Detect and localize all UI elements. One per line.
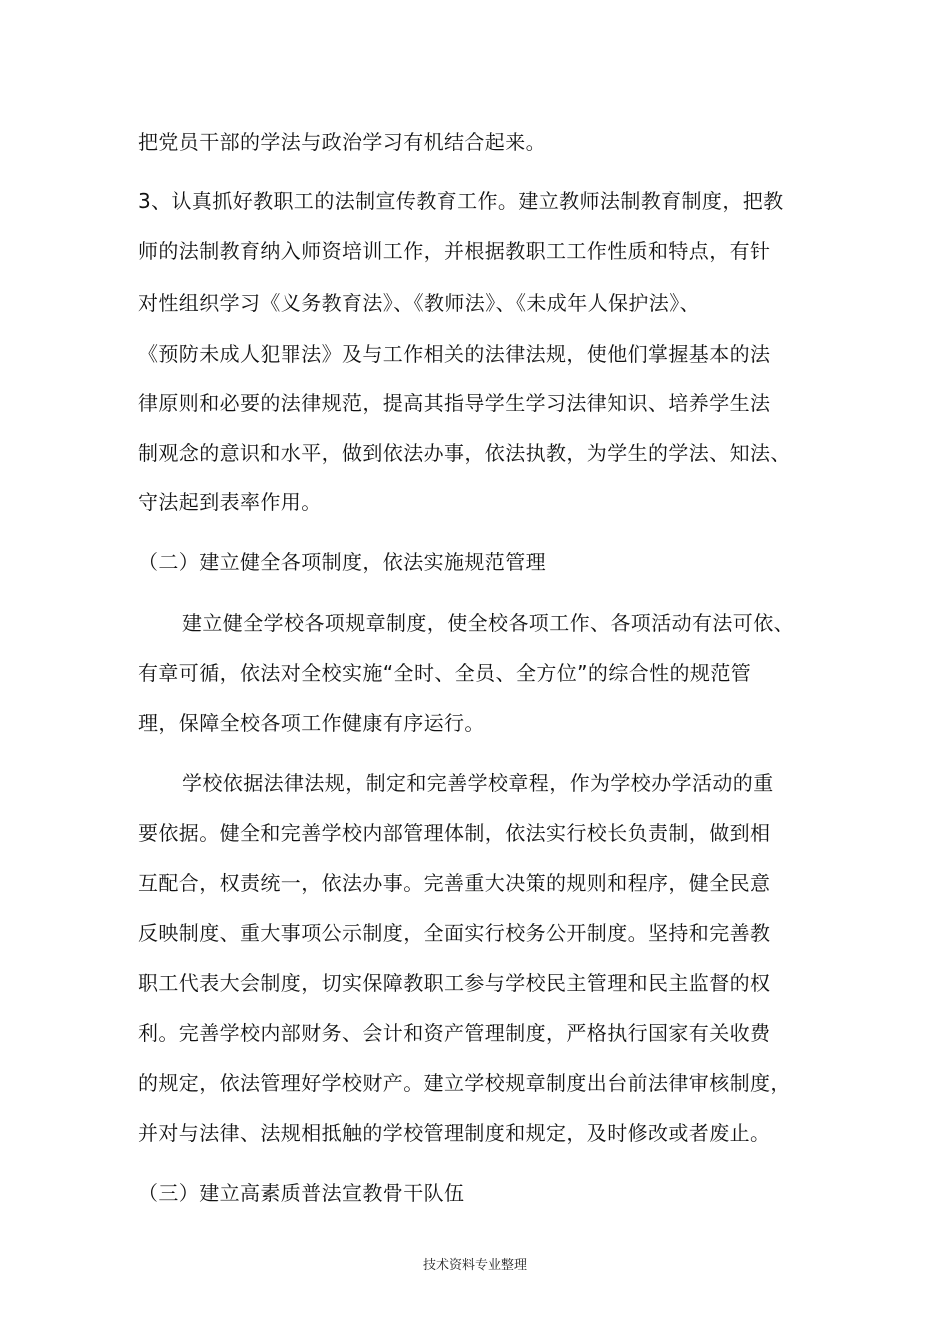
paragraph-line: 守法起到表率作用。 [138,490,322,514]
paragraph-line: 职工代表大会制度，切实保障教职工参与学校民主管理和民主监督的权 [138,971,771,995]
paragraph-line: 要依据。健全和完善学校内部管理体制，依法实行校长负责制，做到相 [138,821,771,845]
section-heading: （三）建立高素质普法宣教骨干队伍 [138,1181,465,1205]
paragraph-line: 对性组织学习《义务教育法》、《教师法》、《未成年人保护法》、 [138,291,700,315]
paragraph-line: 师的法制教育纳入师资培训工作，并根据教职工工作性质和特点，有针 [138,239,771,263]
paragraph-line: 理，保障全校各项工作健康有序运行。 [138,711,485,735]
paragraph-line: 反映制度、重大事项公示制度，全面实行校务公开制度。坚持和完善教 [138,921,771,945]
paragraph-line: 的规定，依法管理好学校财产。建立学校规章制度出台前法律审核制度， [138,1071,791,1095]
paragraph-line: 并对与法律、法规相抵触的学校管理制度和规定，及时修改或者废止。 [138,1121,771,1145]
paragraph-line: 互配合，权责统一，依法办事。完善重大决策的规则和程序，健全民意 [138,871,771,895]
paragraph-line: 把党员干部的学法与政治学习有机结合起来。 [138,130,546,154]
paragraph-line: 《预防未成人犯罪法》及与工作相关的法律法规，使他们掌握基本的法 [138,342,771,366]
paragraph-line: 利。完善学校内部财务、会计和资产管理制度，严格执行国家有关收费 [138,1021,771,1045]
paragraph-line: 学校依据法律法规，制定和完善学校章程，作为学校办学活动的重 [182,771,774,795]
paragraph-line: 有章可循，依法对全校实施“全时、全员、全方位”的综合性的规范管 [138,661,752,685]
section-heading: （二）建立健全各项制度，依法实施规范管理 [138,550,546,574]
paragraph-line: 3、认真抓好教职工的法制宣传教育工作。建立教师法制教育制度，把教 [138,189,784,213]
paragraph-line: 律原则和必要的法律规范，提高其指导学生学习法律知识、培养学生法 [138,391,771,415]
page-footer: 技术资料专业整理 [422,1258,527,1273]
paragraph-line: 建立健全学校各项规章制度，使全校各项工作、各项活动有法可依、 [182,611,794,635]
paragraph-line: 制观念的意识和水平，做到依法办事，依法执教，为学生的学法、知法、 [138,441,791,465]
